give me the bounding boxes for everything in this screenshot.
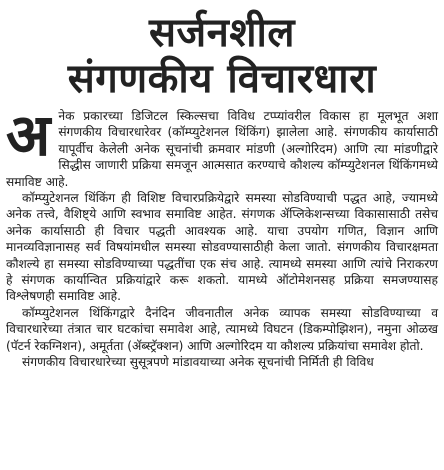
paragraph-4: संगणकीय विचारधारेच्या सुसूत्रपणे मांडावयाच्या अनेक सूचनांची निर्मिती ही विविध bbox=[22, 355, 374, 370]
headline-line-2: संगणकीय विचारधारा bbox=[67, 56, 377, 102]
paragraph-3: कॉम्प्युटेशनल थिंकिंगद्वारे दैनंदिन जीवनातील अनेक व्यापक समस्या सोडविण्याच्या व विचारधारेच्या तंत्रात चार घटकांचा समावेश आहे, त्यामध्ये विघटन (डिकम्पोझिशन), नमुना ओळख (पॅटर्न रेकग्निशन), अमूर्तता (ॲब्स्ट्रॅक्शन) आणि अल्गोरिदम या कौशल्य प्रक्रियांचा समावेश होतो. bbox=[6, 305, 438, 353]
drop-cap: अ bbox=[6, 101, 51, 169]
paragraph-2: कॉम्प्युटेशनल थिंकिंग ही विशिष्ट विचारप्रक्रियेद्वारे समस्या सोडविण्याची पद्धत आहे, ज्यामध्ये अनेक तत्त्वे, वैशिष्ट्ये आणि स्वभाव समाविष्ट आहेत. संगणक ॲप्लिकेशन्सच्या विकासासाठी तसेच अनेक कार्यासाठी ही विचार पद्धती आवश्यक आहे. याचा उपयोग गणित, विज्ञान आणि मानव्यविज्ञानासह सर्व विषयांमधील समस्या सोडवण्यासाठीही केला जातो. संगणकीय विचारक्षमता कौशल्ये हा समस्या सोडविण्याच्या पद्धतींचा एक संच आहे. त्यामध्ये समस्या आणि त्यांचे निराकरण हे संगणक कार्यान्वित प्रक्रियांद्वारे करू शकतो. यामध्ये ऑटोमेशनसह प्रक्रिया समजण्यासह विश्लेषणही समाविष्ट आहे. bbox=[6, 191, 438, 304]
paragraph-1: नेक प्रकारच्या डिजिटल स्किल्सचा विविध टप्प्यांवरील विकास हा मूलभूत अशा संगणकीय विचारधारेवर (कॉम्प्युटेशनल थिंकिंग) झालेला आहे. संगणकीय कार्यासाठी यापूर्वीच केलेली अनेक सूचनांची क्रमवार मांडणी (अल्गोरिदम) आणि त्या मांडणीद्वारे सिद्धीस जाणारी प्रक्रिया समजून आत्मसात करण्याचे कौशल्य कॉम्प्युटेशनल थिंकिंगमध्ये समाविष्ट आहे. bbox=[6, 109, 438, 189]
headline bbox=[6, 10, 438, 102]
headline-line-1: सर्जनशील bbox=[148, 10, 296, 56]
article-body bbox=[6, 101, 438, 371]
